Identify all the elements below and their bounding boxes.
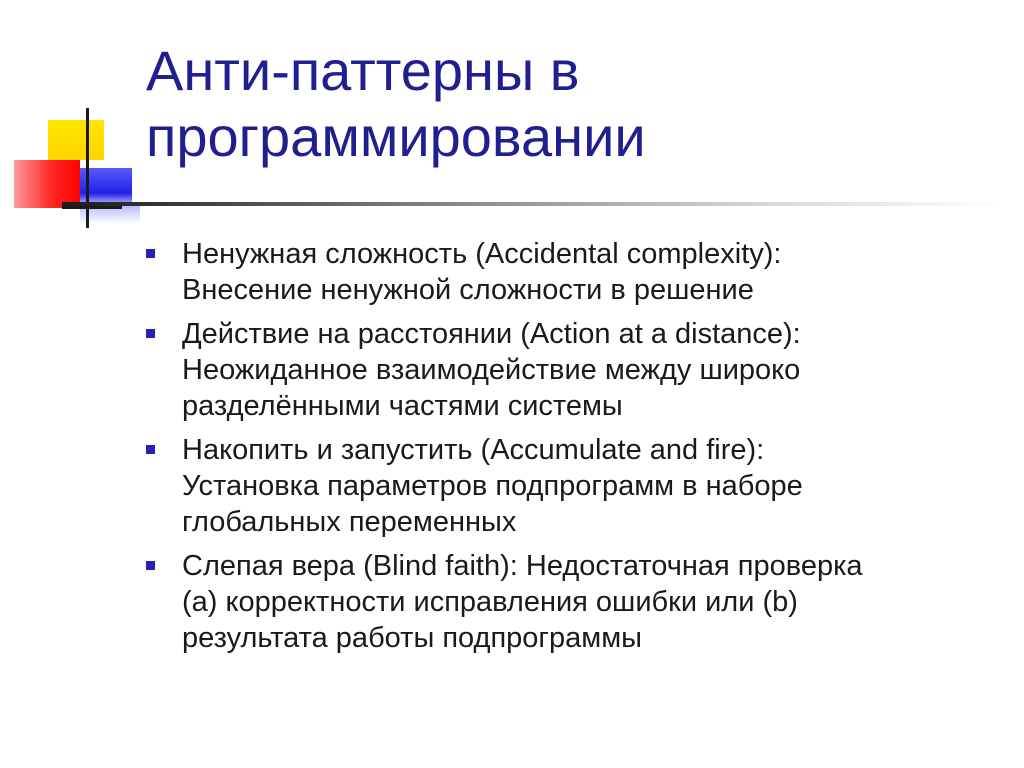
bullet-line: Действие на расстоянии (Action at a distance): (182, 318, 801, 350)
bullet-list (146, 236, 996, 664)
bullet-item-blind-faith (146, 548, 996, 656)
bullet-item-accidental-complexity (146, 236, 996, 308)
title-line-1: Анти-паттерны в (146, 39, 580, 102)
vertical-accent-line (86, 108, 89, 228)
horizontal-accent-line (62, 206, 122, 209)
bullet-square-icon (146, 249, 155, 258)
bullet-line: Неожиданное взаимодействие между широко (182, 354, 801, 386)
slide-title (146, 38, 986, 170)
title-divider (62, 202, 1002, 206)
red-square (14, 160, 80, 208)
bullet-square-icon (146, 329, 155, 338)
bullet-line: разделёнными частями системы (182, 390, 623, 422)
bullet-item-accumulate-and-fire (146, 432, 996, 540)
bullet-line: Накопить и запустить (Accumulate and fire): (182, 434, 765, 466)
title-line-2: программировании (146, 105, 646, 168)
yellow-square (48, 120, 104, 160)
bullet-line: (a) корректности исправления ошибки или (b) (182, 586, 798, 618)
bullet-line: результата работы подпрограммы (182, 622, 642, 654)
bullet-line: Установка параметров подпрограмм в наборе (182, 470, 803, 502)
bullet-line: глобальных переменных (182, 506, 517, 538)
bullet-square-icon (146, 561, 155, 570)
bullet-line: Слепая вера (Blind faith): Недостаточная проверка (182, 550, 863, 582)
bullet-line: Внесение ненужной сложности в решение (182, 274, 754, 306)
bullet-item-action-at-a-distance (146, 316, 996, 424)
bullet-square-icon (146, 445, 155, 454)
bullet-line: Ненужная сложность (Accidental complexity): (182, 238, 782, 270)
